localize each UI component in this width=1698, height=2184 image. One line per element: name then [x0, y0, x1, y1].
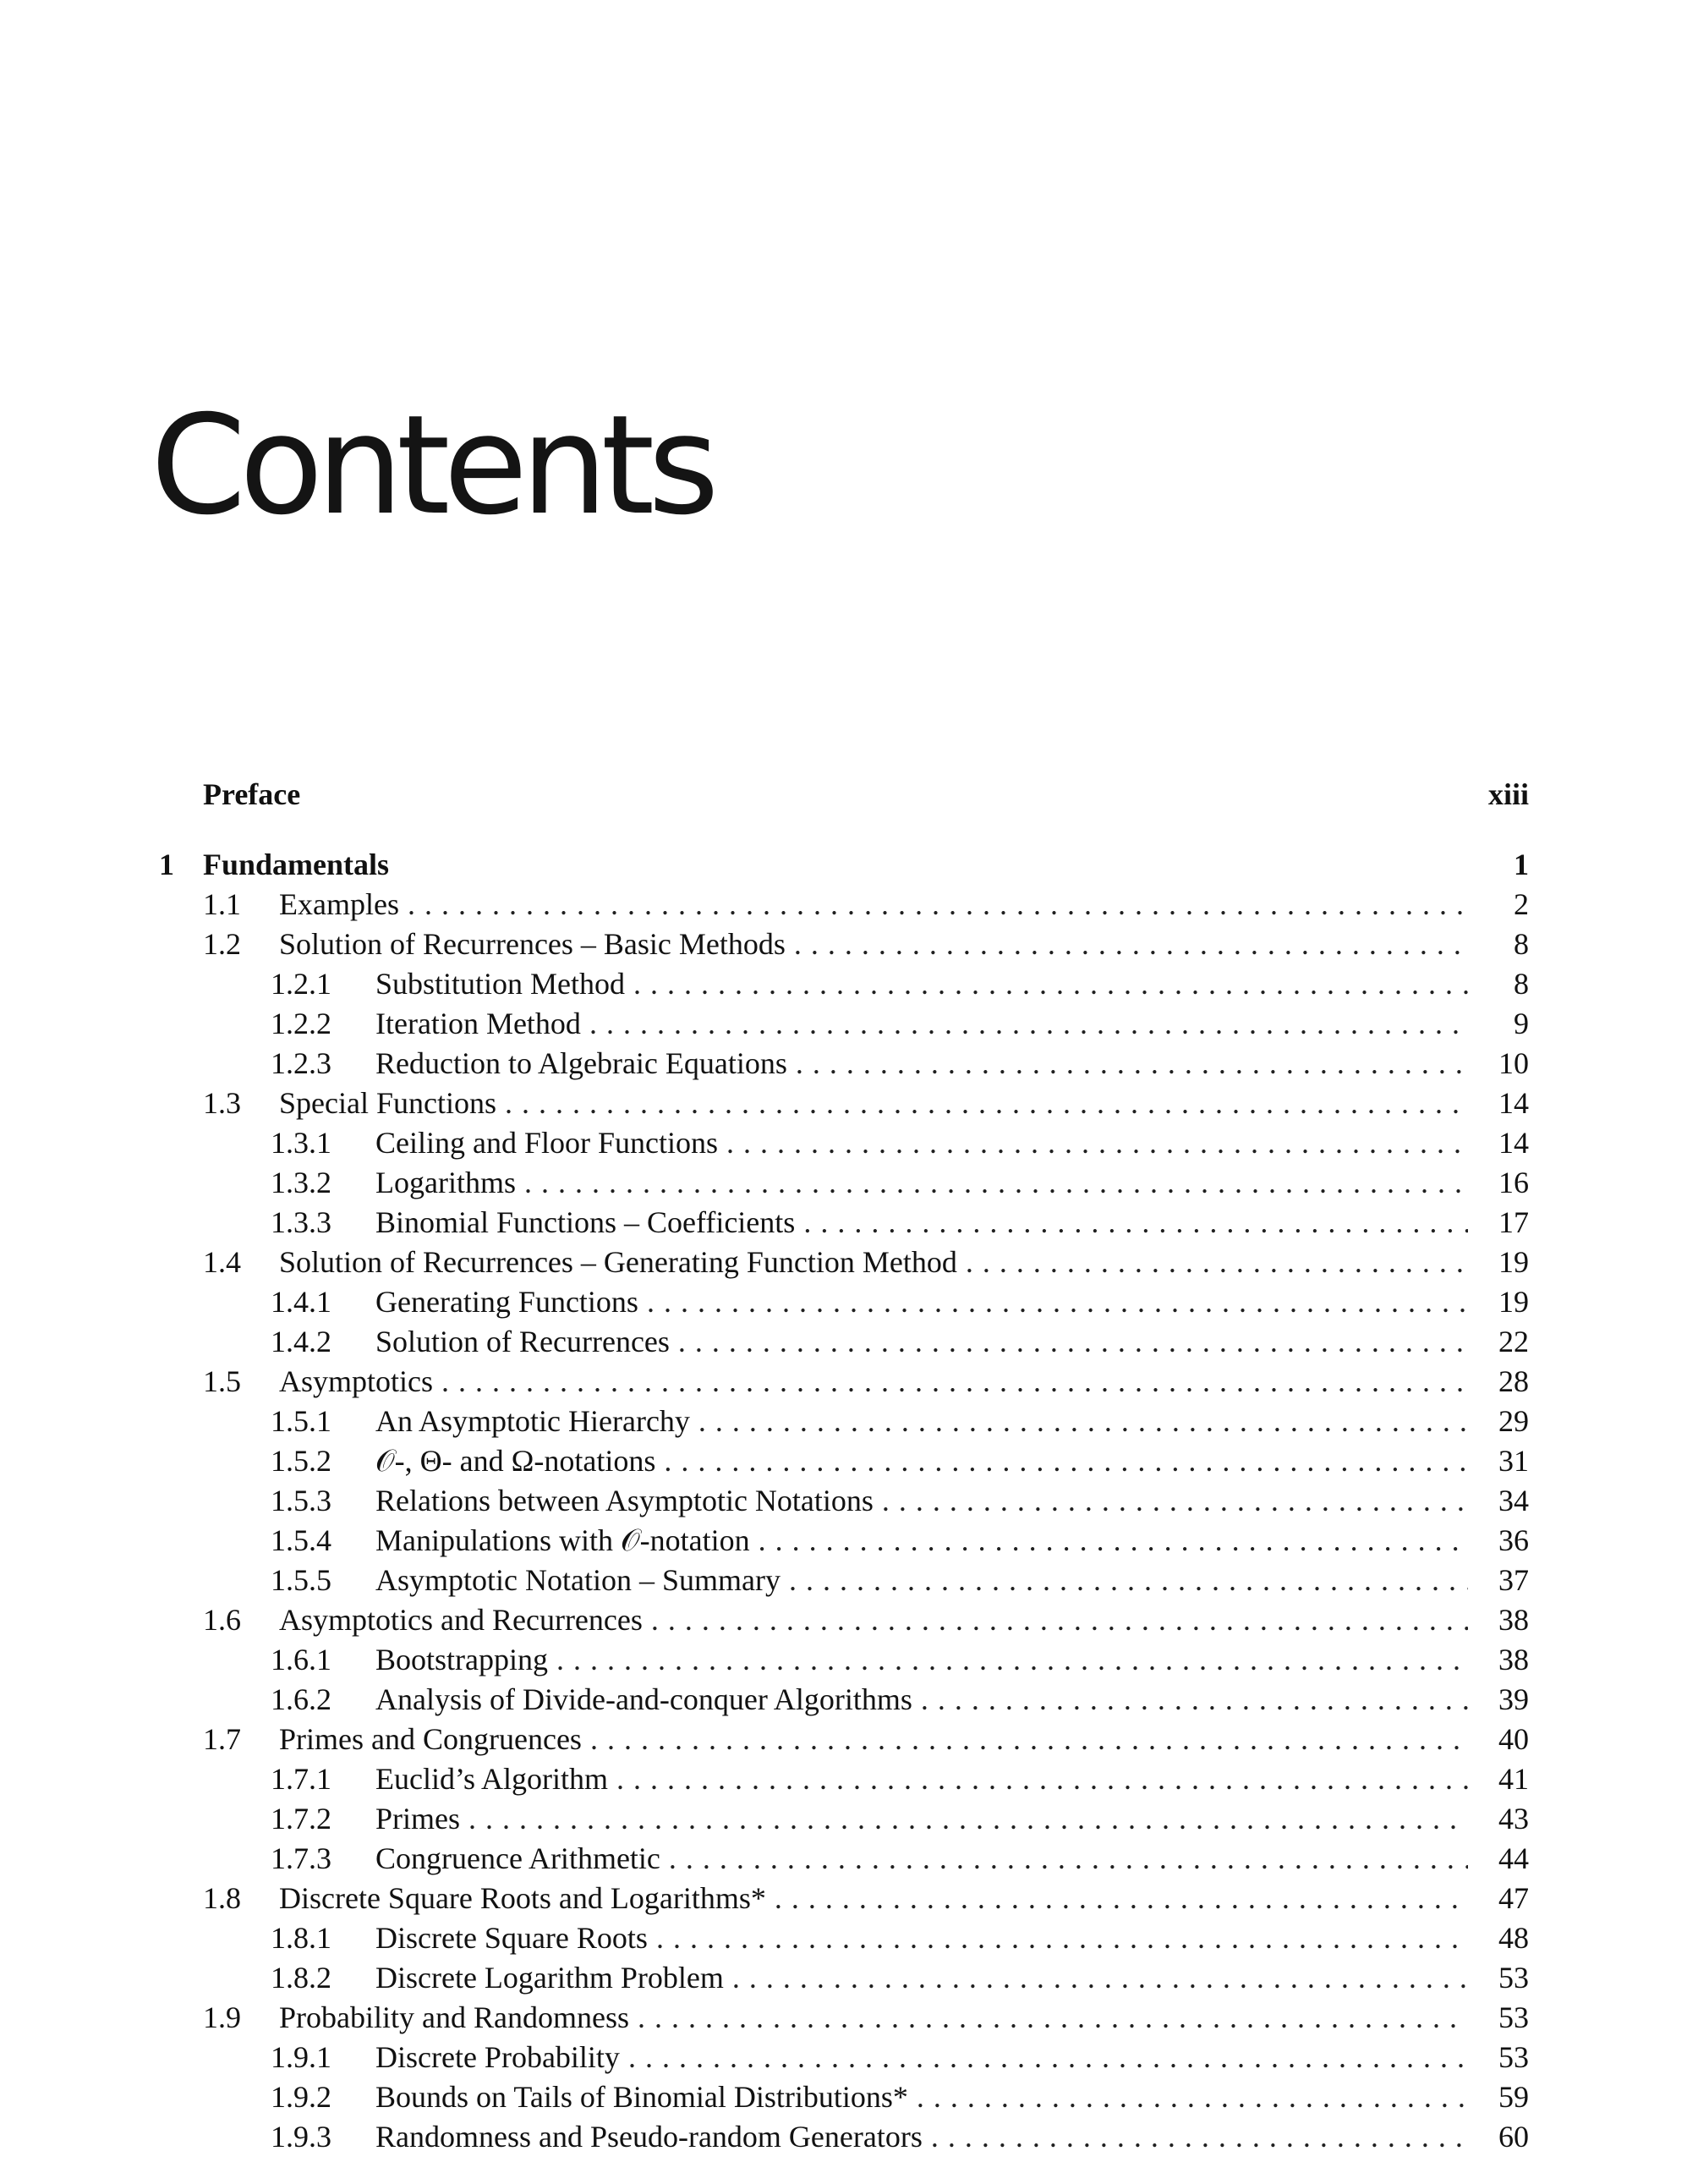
dot-leader	[638, 1998, 1468, 2037]
toc-entry-number: 1.2.3	[271, 1046, 331, 1080]
dot-leader	[732, 1958, 1468, 1997]
chapter-page: 1	[1514, 848, 1529, 881]
toc-entry-title: Randomness and Pseudo-random Generators	[375, 2120, 923, 2154]
toc-entry-number: 1.4.1	[271, 1285, 331, 1319]
dot-leader	[656, 1918, 1468, 1957]
toc-entry-title: Solution of Recurrences – Generating Function Method	[279, 1245, 957, 1279]
toc-entry-page: 2	[1514, 887, 1529, 921]
toc-subsection-entry[interactable]	[271, 964, 1529, 1003]
toc-entry-page: 38	[1498, 1603, 1529, 1637]
toc-section-entry[interactable]	[203, 1362, 1529, 1401]
toc-entry-page: 38	[1498, 1643, 1529, 1676]
toc-subsection-entry[interactable]	[271, 2117, 1529, 2156]
toc-entry-number: 1.5.1	[271, 1404, 331, 1438]
toc-entry-number: 1.5.5	[271, 1563, 331, 1597]
toc-entry-page: 48	[1498, 1921, 1529, 1955]
toc-section-entry[interactable]	[203, 1998, 1529, 2037]
toc-section-entry[interactable]	[203, 1243, 1529, 1281]
toc-entry-title: Discrete Square Roots and Logarithms*	[279, 1881, 766, 1915]
dot-leader	[678, 1322, 1468, 1361]
toc-entry-number: 1.9.1	[271, 2040, 331, 2074]
dot-leader	[917, 2077, 1468, 2116]
toc-entry-title: Preface	[203, 777, 301, 811]
toc-entry-title: Asymptotic Notation – Summary	[375, 1563, 781, 1597]
toc-entry-page: 8	[1514, 927, 1529, 961]
dot-leader	[647, 1282, 1468, 1321]
dot-leader	[468, 1799, 1468, 1838]
toc-subsection-entry[interactable]	[271, 1402, 1529, 1440]
toc-section-entry[interactable]	[203, 1084, 1529, 1122]
toc-entry-page: 59	[1498, 2080, 1529, 2114]
toc-entry-page: 9	[1514, 1007, 1529, 1040]
toc-entry-number: 1.2.1	[271, 967, 331, 1001]
dot-leader	[726, 1123, 1468, 1162]
toc-entry-title: Examples	[279, 887, 399, 921]
toc-entry-page: 60	[1498, 2120, 1529, 2154]
toc-entry-page: 16	[1498, 1166, 1529, 1199]
toc-entry-number: 1.5.3	[271, 1484, 331, 1517]
toc-entry-page: 40	[1498, 1722, 1529, 1756]
toc-subsection-entry[interactable]	[271, 1640, 1529, 1679]
dot-leader	[966, 1243, 1468, 1281]
dot-leader	[408, 885, 1468, 924]
toc-entry-number: 1.4.2	[271, 1325, 331, 1358]
toc-entry-title: Iteration Method	[375, 1007, 581, 1040]
dot-leader	[664, 1441, 1468, 1480]
toc-entry-number: 1.5	[203, 1364, 241, 1398]
dot-leader	[589, 1004, 1468, 1043]
dot-leader	[882, 1481, 1468, 1520]
chapter-title: Fundamentals	[203, 848, 390, 881]
toc-subsection-entry[interactable]	[271, 2077, 1529, 2116]
dot-leader	[669, 1839, 1468, 1878]
toc-subsection-entry[interactable]	[271, 1481, 1529, 1520]
toc-entry-number: 1.7.3	[271, 1841, 331, 1875]
toc-entry-number: 1.6	[203, 1603, 241, 1637]
toc-entry-page: 43	[1498, 1802, 1529, 1836]
toc-entry-title: Discrete Square Roots	[375, 1921, 648, 1955]
dot-leader	[633, 964, 1468, 1003]
toc-entry-page: 22	[1498, 1325, 1529, 1358]
toc-entry-page: 19	[1498, 1285, 1529, 1319]
toc-entry-number: 1.2	[203, 927, 241, 961]
toc-subsection-entry[interactable]	[271, 1123, 1529, 1162]
toc-entry-title: Solution of Recurrences – Basic Methods	[279, 927, 786, 961]
toc-entry-number: 1.3.1	[271, 1126, 331, 1160]
toc-subsection-entry[interactable]	[271, 1680, 1529, 1719]
dot-leader	[794, 925, 1468, 963]
toc-entry-number: 1.3.3	[271, 1205, 331, 1239]
toc-entry-title: Logarithms	[375, 1166, 516, 1199]
toc-entry-number: 1.7	[203, 1722, 241, 1756]
toc-entry-number: 1.5.4	[271, 1523, 331, 1557]
toc-entry-page: 31	[1498, 1444, 1529, 1478]
toc-entry-number: 1.3	[203, 1086, 241, 1120]
toc-entry-page: 41	[1498, 1762, 1529, 1796]
toc-entry-title: Solution of Recurrences	[375, 1325, 670, 1358]
toc-entry-number: 1.8.1	[271, 1921, 331, 1955]
toc-chapter-1[interactable]	[149, 845, 1529, 884]
toc-subsection-entry[interactable]	[271, 1322, 1529, 1361]
toc-entry-page: 44	[1498, 1841, 1529, 1875]
toc-subsection-entry[interactable]	[271, 1958, 1529, 1997]
toc-entry-title: Primes	[375, 1802, 461, 1836]
toc-entry-title: Reduction to Algebraic Equations	[375, 1046, 787, 1080]
dot-leader	[616, 1759, 1468, 1798]
toc-entry-title: Bounds on Tails of Binomial Distributions*	[375, 2080, 908, 2114]
toc-entry-title: Discrete Probability	[375, 2040, 620, 2074]
toc-section-entry[interactable]	[203, 925, 1529, 963]
toc-entry-title: Asymptotics	[279, 1364, 434, 1398]
dot-leader	[651, 1600, 1468, 1639]
toc-entry-page: 14	[1498, 1086, 1529, 1120]
toc-section-entry[interactable]	[203, 1720, 1529, 1759]
toc-entry-page: 47	[1498, 1881, 1529, 1915]
toc-entry-number: 1.8	[203, 1881, 241, 1915]
toc-entry-page: 37	[1498, 1563, 1529, 1597]
toc-entry-title: Relations between Asymptotic Notations	[375, 1484, 874, 1517]
toc-entry-page: 28	[1498, 1364, 1529, 1398]
toc-entry-number: 1.7.2	[271, 1802, 331, 1836]
toc-entry-page: 17	[1498, 1205, 1529, 1239]
toc-entry-number: 1.3.2	[271, 1166, 331, 1199]
toc-entry-page: 39	[1498, 1682, 1529, 1716]
toc-subsection-entry[interactable]	[271, 1839, 1529, 1878]
toc-entry-title: Substitution Method	[375, 967, 626, 1001]
toc-subsection-entry[interactable]	[271, 1282, 1529, 1321]
toc-entry-number: 1.7.1	[271, 1762, 331, 1796]
page-title: Contents	[151, 387, 713, 546]
toc-entry-number: 1.6.2	[271, 1682, 331, 1716]
toc-entry-title: Generating Functions	[375, 1285, 638, 1319]
toc-entry-page: xiii	[1487, 777, 1529, 811]
toc-entry-title: Probability and Randomness	[279, 2000, 629, 2034]
toc-entry-title: Discrete Logarithm Problem	[375, 1961, 724, 1995]
toc-entry-page: 14	[1498, 1126, 1529, 1160]
dot-leader	[759, 1521, 1468, 1560]
toc-entry-page: 29	[1498, 1404, 1529, 1438]
dot-leader	[789, 1561, 1468, 1600]
toc-subsection-entry[interactable]	[271, 1441, 1529, 1480]
toc-entry-page: 36	[1498, 1523, 1529, 1557]
toc-subsection-entry[interactable]	[271, 1918, 1529, 1957]
toc-entry-title: Manipulations with 𝒪-notation	[375, 1523, 750, 1557]
toc-entry-number: 1.4	[203, 1245, 241, 1279]
dot-leader	[590, 1720, 1468, 1759]
dot-leader	[441, 1362, 1468, 1401]
toc-entry-page: 53	[1498, 2040, 1529, 2074]
toc-section-entry[interactable]	[203, 1879, 1529, 1918]
toc-entry-page: 8	[1514, 967, 1529, 1001]
dot-leader	[556, 1640, 1468, 1679]
toc-entry-number: 1.1	[203, 887, 241, 921]
toc-entry-title: Euclid’s Algorithm	[375, 1762, 608, 1796]
toc-section-entry[interactable]	[203, 885, 1529, 924]
toc-subsection-entry[interactable]	[271, 1163, 1529, 1202]
toc-entry-number: 1.2.2	[271, 1007, 331, 1040]
toc-entry-page: 53	[1498, 2000, 1529, 2034]
dot-leader	[628, 2038, 1468, 2077]
chapter-number: 1	[159, 848, 174, 881]
toc-entry-number: 1.6.1	[271, 1643, 331, 1676]
toc-entry-page: 53	[1498, 1961, 1529, 1995]
dot-leader	[505, 1084, 1468, 1122]
toc-entry-title: 𝒪-, Θ- and Ω-notations	[375, 1444, 656, 1478]
dot-leader	[775, 1879, 1468, 1918]
dot-leader	[931, 2117, 1468, 2156]
toc-entry-number: 1.8.2	[271, 1961, 331, 1995]
toc-entry-number: 1.9.2	[271, 2080, 331, 2114]
toc-entry-title: Binomial Functions – Coefficients	[375, 1205, 796, 1239]
dot-leader	[921, 1680, 1468, 1719]
toc-subsection-entry[interactable]	[271, 1203, 1529, 1242]
toc-entry-title: Asymptotics and Recurrences	[279, 1603, 643, 1637]
dot-leader	[803, 1203, 1468, 1242]
toc-subsection-entry[interactable]	[271, 2038, 1529, 2077]
toc-entry-number: 1.9.3	[271, 2120, 331, 2154]
dot-leader	[524, 1163, 1468, 1202]
toc-entry-title: Congruence Arithmetic	[375, 1841, 660, 1875]
toc-entry-page: 19	[1498, 1245, 1529, 1279]
toc-entry-title: Analysis of Divide-and-conquer Algorithms	[375, 1682, 912, 1716]
toc-subsection-entry[interactable]	[271, 1004, 1529, 1043]
toc-subsection-entry[interactable]	[271, 1521, 1529, 1560]
dot-leader	[698, 1402, 1468, 1440]
toc-entry-title: Special Functions	[279, 1086, 496, 1120]
toc-entry-title: Primes and Congruences	[279, 1722, 582, 1756]
toc-subsection-entry[interactable]	[271, 1561, 1529, 1600]
toc-entry-number: 1.9	[203, 2000, 241, 2034]
toc-section-entry[interactable]	[203, 1600, 1529, 1639]
toc-entry-page: 10	[1498, 1046, 1529, 1080]
toc-entry-preface[interactable]	[149, 775, 1529, 814]
toc-entry-title: Ceiling and Floor Functions	[375, 1126, 718, 1160]
toc-entry-title: An Asymptotic Hierarchy	[375, 1404, 690, 1438]
toc-entry-page: 34	[1498, 1484, 1529, 1517]
toc-entry-title: Bootstrapping	[375, 1643, 548, 1676]
toc-entry-number: 1.5.2	[271, 1444, 331, 1478]
dot-leader	[796, 1044, 1468, 1083]
toc-subsection-entry[interactable]	[271, 1759, 1529, 1798]
toc-subsection-entry[interactable]	[271, 1799, 1529, 1838]
toc-subsection-entry[interactable]	[271, 1044, 1529, 1083]
